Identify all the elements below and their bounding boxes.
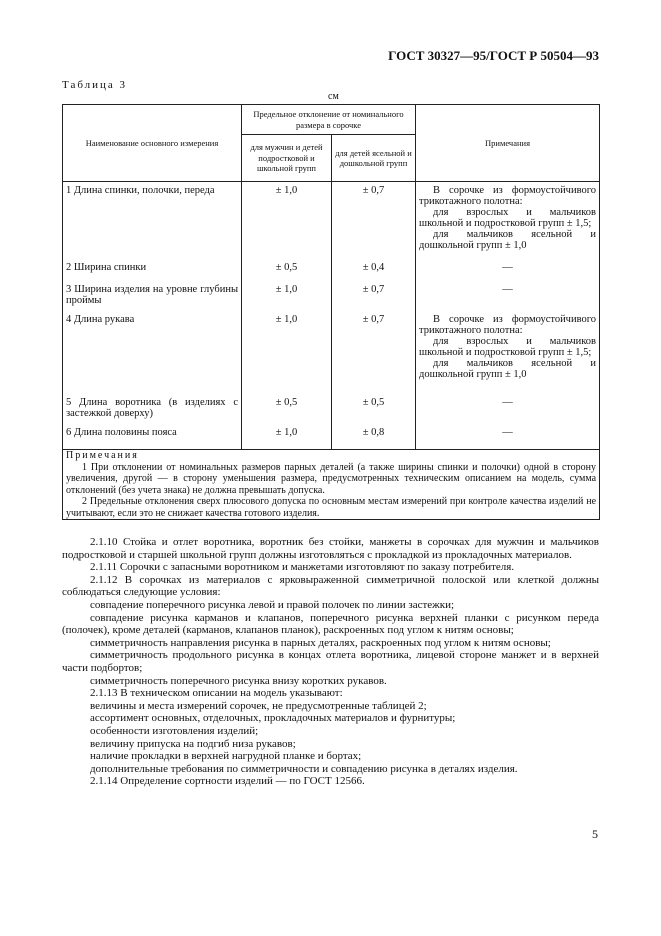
deviation-men: ± 1,0 (242, 284, 332, 314)
notes-title: Примечания (66, 450, 139, 461)
deviation-kids: ± 0,7 (332, 314, 416, 397)
tolerance-table (62, 104, 600, 520)
measurement-name: 2 Ширина спинки (63, 262, 242, 284)
table-notes (63, 450, 600, 520)
header-kids: для детей ясельной и дошкольной групп (332, 135, 416, 182)
measurement-name: 1 Длина спинки, полочки, переда (63, 182, 242, 262)
deviation-kids: ± 0,7 (332, 284, 416, 314)
deviation-kids: ± 0,7 (332, 182, 416, 262)
paragraph: совпадение рисунка карманов и клапанов, поперечного рисунка верхней планки с рисунком переда (полочек), кроме деталей (карманов, клапанов планок), раскроенных под углом к нитям основы; (62, 611, 599, 637)
paragraph: 2.1.12 В сорочках из материалов с ярковыраженной симметричной полоской или клеткой должны соблюдаться следующие условия: (62, 573, 599, 599)
document-header: ГОСТ 30327—95/ГОСТ Р 50504—93 (388, 48, 599, 63)
deviation-men: ± 0,5 (242, 397, 332, 427)
measurement-name: 4 Длина рукава (63, 314, 242, 397)
paragraph: особенности изготовления изделий; (90, 724, 259, 737)
row-note (416, 262, 600, 284)
note-line: — (502, 283, 513, 295)
table-row (63, 427, 600, 450)
measurement-name: 6 Длина половины пояса (63, 427, 242, 450)
table-row (63, 397, 600, 427)
note-line: — (502, 396, 513, 408)
header-men: для мужчин и детей подростковой и школьной групп (242, 135, 332, 182)
deviation-kids: ± 0,5 (332, 397, 416, 427)
header-notes: Примечания (416, 105, 600, 182)
paragraph: 2.1.13 В техническом описании на модель указывают: (90, 687, 343, 700)
table-row (63, 284, 600, 314)
deviation-men: ± 1,0 (242, 314, 332, 397)
table-row (63, 182, 600, 262)
paragraph: 2.1.14 Определение сортности изделий — по ГОСТ 12566. (90, 775, 365, 788)
note-line: для мальчиков ясельной и дошкольной групп ± 1,0 (419, 229, 597, 251)
table-row (63, 314, 600, 397)
row-note (416, 314, 600, 397)
row-note (416, 284, 600, 314)
deviation-men: ± 1,0 (242, 182, 332, 262)
header-deviation: Предельное отклонение от номинального размера в сорочке (242, 105, 416, 135)
table-row (63, 262, 600, 284)
paragraph: величину припуска на подгиб низа рукавов; (90, 737, 296, 750)
paragraph: 2.1.11 Сорочки с запасными воротником и манжетами изготовляют по заказу потребителя. (90, 561, 515, 574)
note-line: — (502, 261, 513, 273)
measurement-name: 5 Длина воротника (в изделиях с застежкой доверху) (63, 397, 242, 427)
row-note (416, 397, 600, 427)
note-line: для взрослых и мальчиков школьной и подростковой групп ± 1,5; (419, 335, 597, 358)
paragraph: совпадение поперечного рисунка левой и правой полочек по линии застежки; (90, 598, 455, 611)
deviation-men: ± 0,5 (242, 262, 332, 284)
note-line: для мальчиков ясельной и дошкольной групп ± 1,0 (419, 357, 597, 380)
page-number: 5 (592, 827, 598, 841)
paragraph: наличие прокладки в верхней нагрудной планке и бортах; (90, 750, 362, 763)
note-line: для взрослых и мальчиков школьной и подростковой групп ± 1,5; (419, 207, 597, 229)
note-line: В сорочке из формоустойчивого трикотажного полотна: (419, 185, 597, 207)
note-line: — (502, 426, 513, 438)
paragraph: 2.1.10 Стойка и отлет воротника, воротник без стойки, манжеты в сорочках для мужчин и мальчиков подростковой и старшей школьной групп должны изготовляться с прокладкой из прокладочных материалов. (62, 536, 599, 561)
table-caption: Таблица 3 (62, 79, 128, 91)
table-unit: см (328, 91, 339, 102)
body-text (62, 536, 599, 788)
paragraph: дополнительные требования по симметричности и совпадению рисунка в деталях изделия. (90, 762, 518, 775)
paragraph: симметричность поперечного рисунка внизу коротких рукавов. (90, 674, 387, 687)
paragraph: ассортимент основных, отделочных, прокладочных материалов и фурнитуры; (90, 712, 456, 725)
header-name: Наименование основного измерения (63, 105, 242, 182)
note-line: В сорочке из формоустойчивого трикотажного полотна: (419, 313, 597, 336)
paragraph: симметричность продольного рисунка в концах отлета воротника, лицевой стороне манжет и в верхней части подбортов; (62, 649, 599, 674)
note-item: 1 При отклонении от номинальных размеров парных деталей (а также ширины спинки и полочки) одной в сторону увеличения, другой — в сторону уменьшения размера, предусмотренных техническим описанием на модель, сумма отклонений (без учета знака) не должна превышать допуска. (66, 461, 597, 496)
deviation-kids: ± 0,4 (332, 262, 416, 284)
paragraph: величины и места измерений сорочек, не предусмотренные таблицей 2; (90, 699, 427, 712)
deviation-men: ± 1,0 (242, 427, 332, 450)
paragraph: симметричность направления рисунка в парных деталях, раскроенных под углом к нитям основы; (90, 636, 551, 649)
row-note (416, 182, 600, 262)
note-item: 2 Предельные отклонения сверх плюсового допуска по основным местам измерений при контроле качества изделий не учитывают, если это не снижает качества готового изделия. (66, 496, 597, 519)
deviation-kids: ± 0,8 (332, 427, 416, 450)
row-note (416, 427, 600, 450)
measurement-name: 3 Ширина изделия на уровне глубины проймы (63, 284, 242, 314)
